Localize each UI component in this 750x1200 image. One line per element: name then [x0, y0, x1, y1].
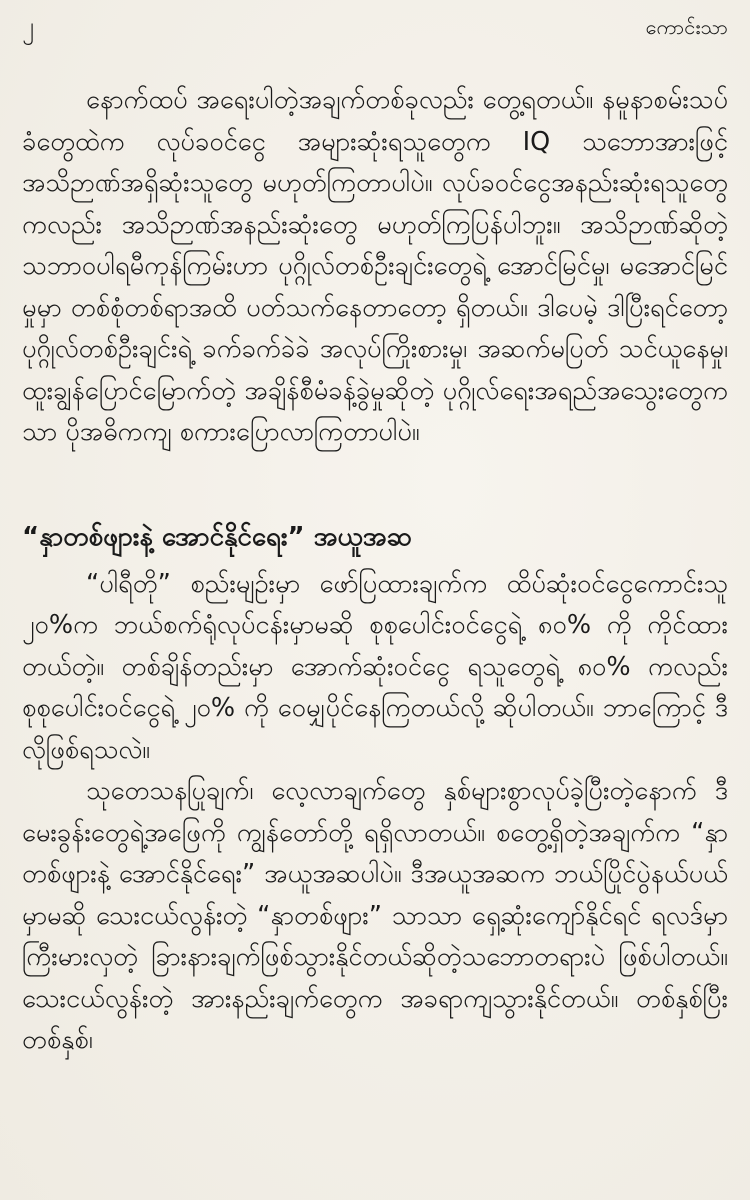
page-number: ၂ [22, 12, 34, 40]
section-heading: “နှာတစ်ဖျားနဲ့ အောင်နိုင်ရေး” အယူအဆ [22, 521, 412, 552]
running-header [22, 10, 728, 46]
section-paragraph: သုတေသနပြုချက်၊ လေ့လာချက်တွေ နှစ်များစွာလုပ်ခဲ့ပြီးတဲ့နောက် ဒီမေးခွန်းတွေရဲ့အဖြေကို ကျွန်တော်တို့ ရရှိလာတယ်။ စတွေ့ရှိတဲ့အချက်က “နှာတစ်ဖျားနဲ့ အောင်နိုင်ရေး” အယူအဆပါပဲ။ ဒီအယူအဆက ဘယ်ပြိုင်ပွဲနယ်ပယ်မှာမဆို သေးငယ်လွန်းတဲ့ “နှာတစ်ဖျား” သာသာ ရှေ့ဆုံးကျော်နိုင်ရင် ရလဒ်မှာ ကြီးမားလှတဲ့ ခြားနားချက်ဖြစ်သွားနိုင်တယ်ဆိုတဲ့သဘောတရားပဲ ဖြစ်ပါတယ်။ သေးငယ်လွန်းတဲ့ အားနည်းချက်တွေက အခရာကျသွားနိုင်တယ်။ တစ်နှစ်ပြီးတစ်နှစ်၊ [22, 776, 728, 1055]
book-title: ကောင်းသာ [645, 15, 728, 39]
page-body [22, 80, 728, 1062]
section-paragraph: “ပါရီတို” စည်းမျဉ်းမှာ ဖော်ပြထားချက်က ထိပ်ဆုံးဝင်ငွေကောင်းသူ ၂၀%က ဘယ်စက်ရုံလုပ်ငန်းမှာမဆို စုစုပေါင်းဝင်ငွေရဲ့ ၈၀% ကို ကိုင်ထားတယ်တဲ့။ တစ်ချိန်တည်းမှာ အောက်ဆုံးဝင်ငွေ ရသူတွေရဲ့ ၈၀% ကလည်း စုစုပေါင်းဝင်ငွေရဲ့ ၂၀% ကို ဝေမျှပိုင်နေကြတယ်လို့ ဆိုပါတယ်။ ဘာကြောင့် ဒီလိုဖြစ်ရသလဲ။ [22, 568, 728, 765]
body-paragraph: နောက်ထပ် အရေးပါတဲ့အချက်တစ်ခုလည်း တွေ့ရတယ်။ နမူနာစမ်းသပ်ခံတွေထဲက လုပ်ခဝင်ငွေ အများဆုံးရသူတွေက IQ သဘောအားဖြင့် အသိဉာဏ်အရှိဆုံးသူတွေ မဟုတ်ကြတာပါပဲ။ လုပ်ခဝင်ငွေအနည်းဆုံးရသူတွေကလည်း အသိဉာဏ်အနည်းဆုံးတွေ မဟုတ်ကြပြန်ပါဘူး။ အသိဉာဏ်ဆိုတဲ့ သဘာဝပါရမီကုန်ကြမ်းဟာ ပုဂ္ဂိုလ်တစ်ဦးချင်းတွေရဲ့ အောင်မြင်မှု၊ မအောင်မြင်မှုမှာ တစ်စုံတစ်ရာအထိ ပတ်သက်နေတာတော့ ရှိတယ်။ ဒါပေမဲ့ ဒါပြီးရင်တော့ ပုဂ္ဂိုလ်တစ်ဦးချင်းရဲ့ ခက်ခက်ခဲခဲ အလုပ်ကြိုးစားမှု၊ အဆက်မပြတ် သင်ယူနေမှု၊ ထူးချွန်ပြောင်မြောက်တဲ့ အချိန်စီမံခန့်ခွဲမှုဆိုတဲ့ ပုဂ္ဂိုလ်ရေးအရည်အသွေးတွေကသာ ပိုအဓိကကျ စကားပြောလာကြတာပါပဲ။ [22, 85, 728, 447]
